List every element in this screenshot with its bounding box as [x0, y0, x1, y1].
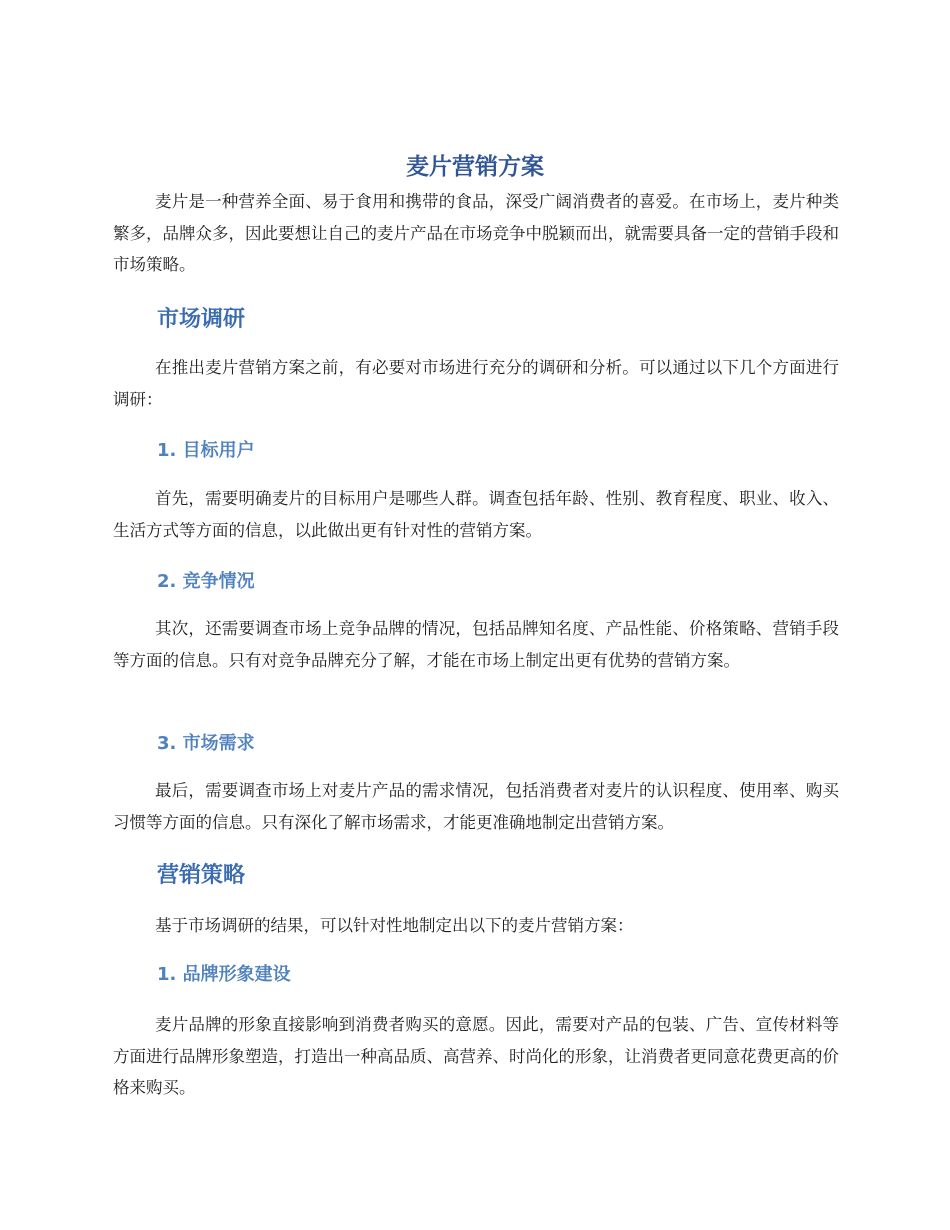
subsection-heading-brand-image: 1. 品牌形象建设: [157, 964, 291, 985]
subsection-heading-competition: 2. 竞争情况: [157, 571, 255, 592]
section-lead-market-research: 在推出麦片营销方案之前，有必要对市场进行充分的调研和分析。可以通过以下几个方面进行调研：: [113, 358, 839, 409]
section-heading-marketing-strategy: 营销策略: [157, 863, 246, 888]
intro-paragraph: 麦片是一种营养全面、易于食用和携带的食品，深受广阔消费者的喜爱。在市场上，麦片种类繁多，品牌众多，因此要想让自己的麦片产品在市场竞争中脱颖而出，就需要具备一定的营销手段和市场策略。: [113, 192, 839, 274]
subsection-heading-target-users: 1. 目标用户: [157, 440, 255, 461]
subsection-body-target-users: 首先，需要明确麦片的目标用户是哪些人群。调查包括年龄、性别、教育程度、职业、收入、生活方式等方面的信息，以此做出更有针对性的营销方案。: [113, 489, 839, 540]
subsection-heading-market-demand: 3. 市场需求: [157, 733, 255, 754]
section-heading-market-research: 市场调研: [157, 307, 246, 332]
document-title: 麦片营销方案: [406, 154, 544, 180]
section-lead-marketing-strategy: 基于市场调研的结果，可以针对性地制定出以下的麦片营销方案：: [155, 916, 634, 935]
subsection-body-brand-image: 麦片品牌的形象直接影响到消费者购买的意愿。因此，需要对产品的包装、广告、宣传材料等方面进行品牌形象塑造，打造出一种高品质、高营养、时尚化的形象，让消费者更同意花费更高的价格来购买。: [113, 1015, 839, 1097]
subsection-body-competition: 其次，还需要调查市场上竞争品牌的情况，包括品牌知名度、产品性能、价格策略、营销手段等方面的信息。只有对竞争品牌充分了解，才能在市场上制定出更有优势的营销方案。: [113, 619, 839, 670]
subsection-body-market-demand: 最后，需要调查市场上对麦片产品的需求情况，包括消费者对麦片的认识程度、使用率、购买习惯等方面的信息。只有深化了解市场需求，才能更准确地制定出营销方案。: [113, 781, 839, 832]
